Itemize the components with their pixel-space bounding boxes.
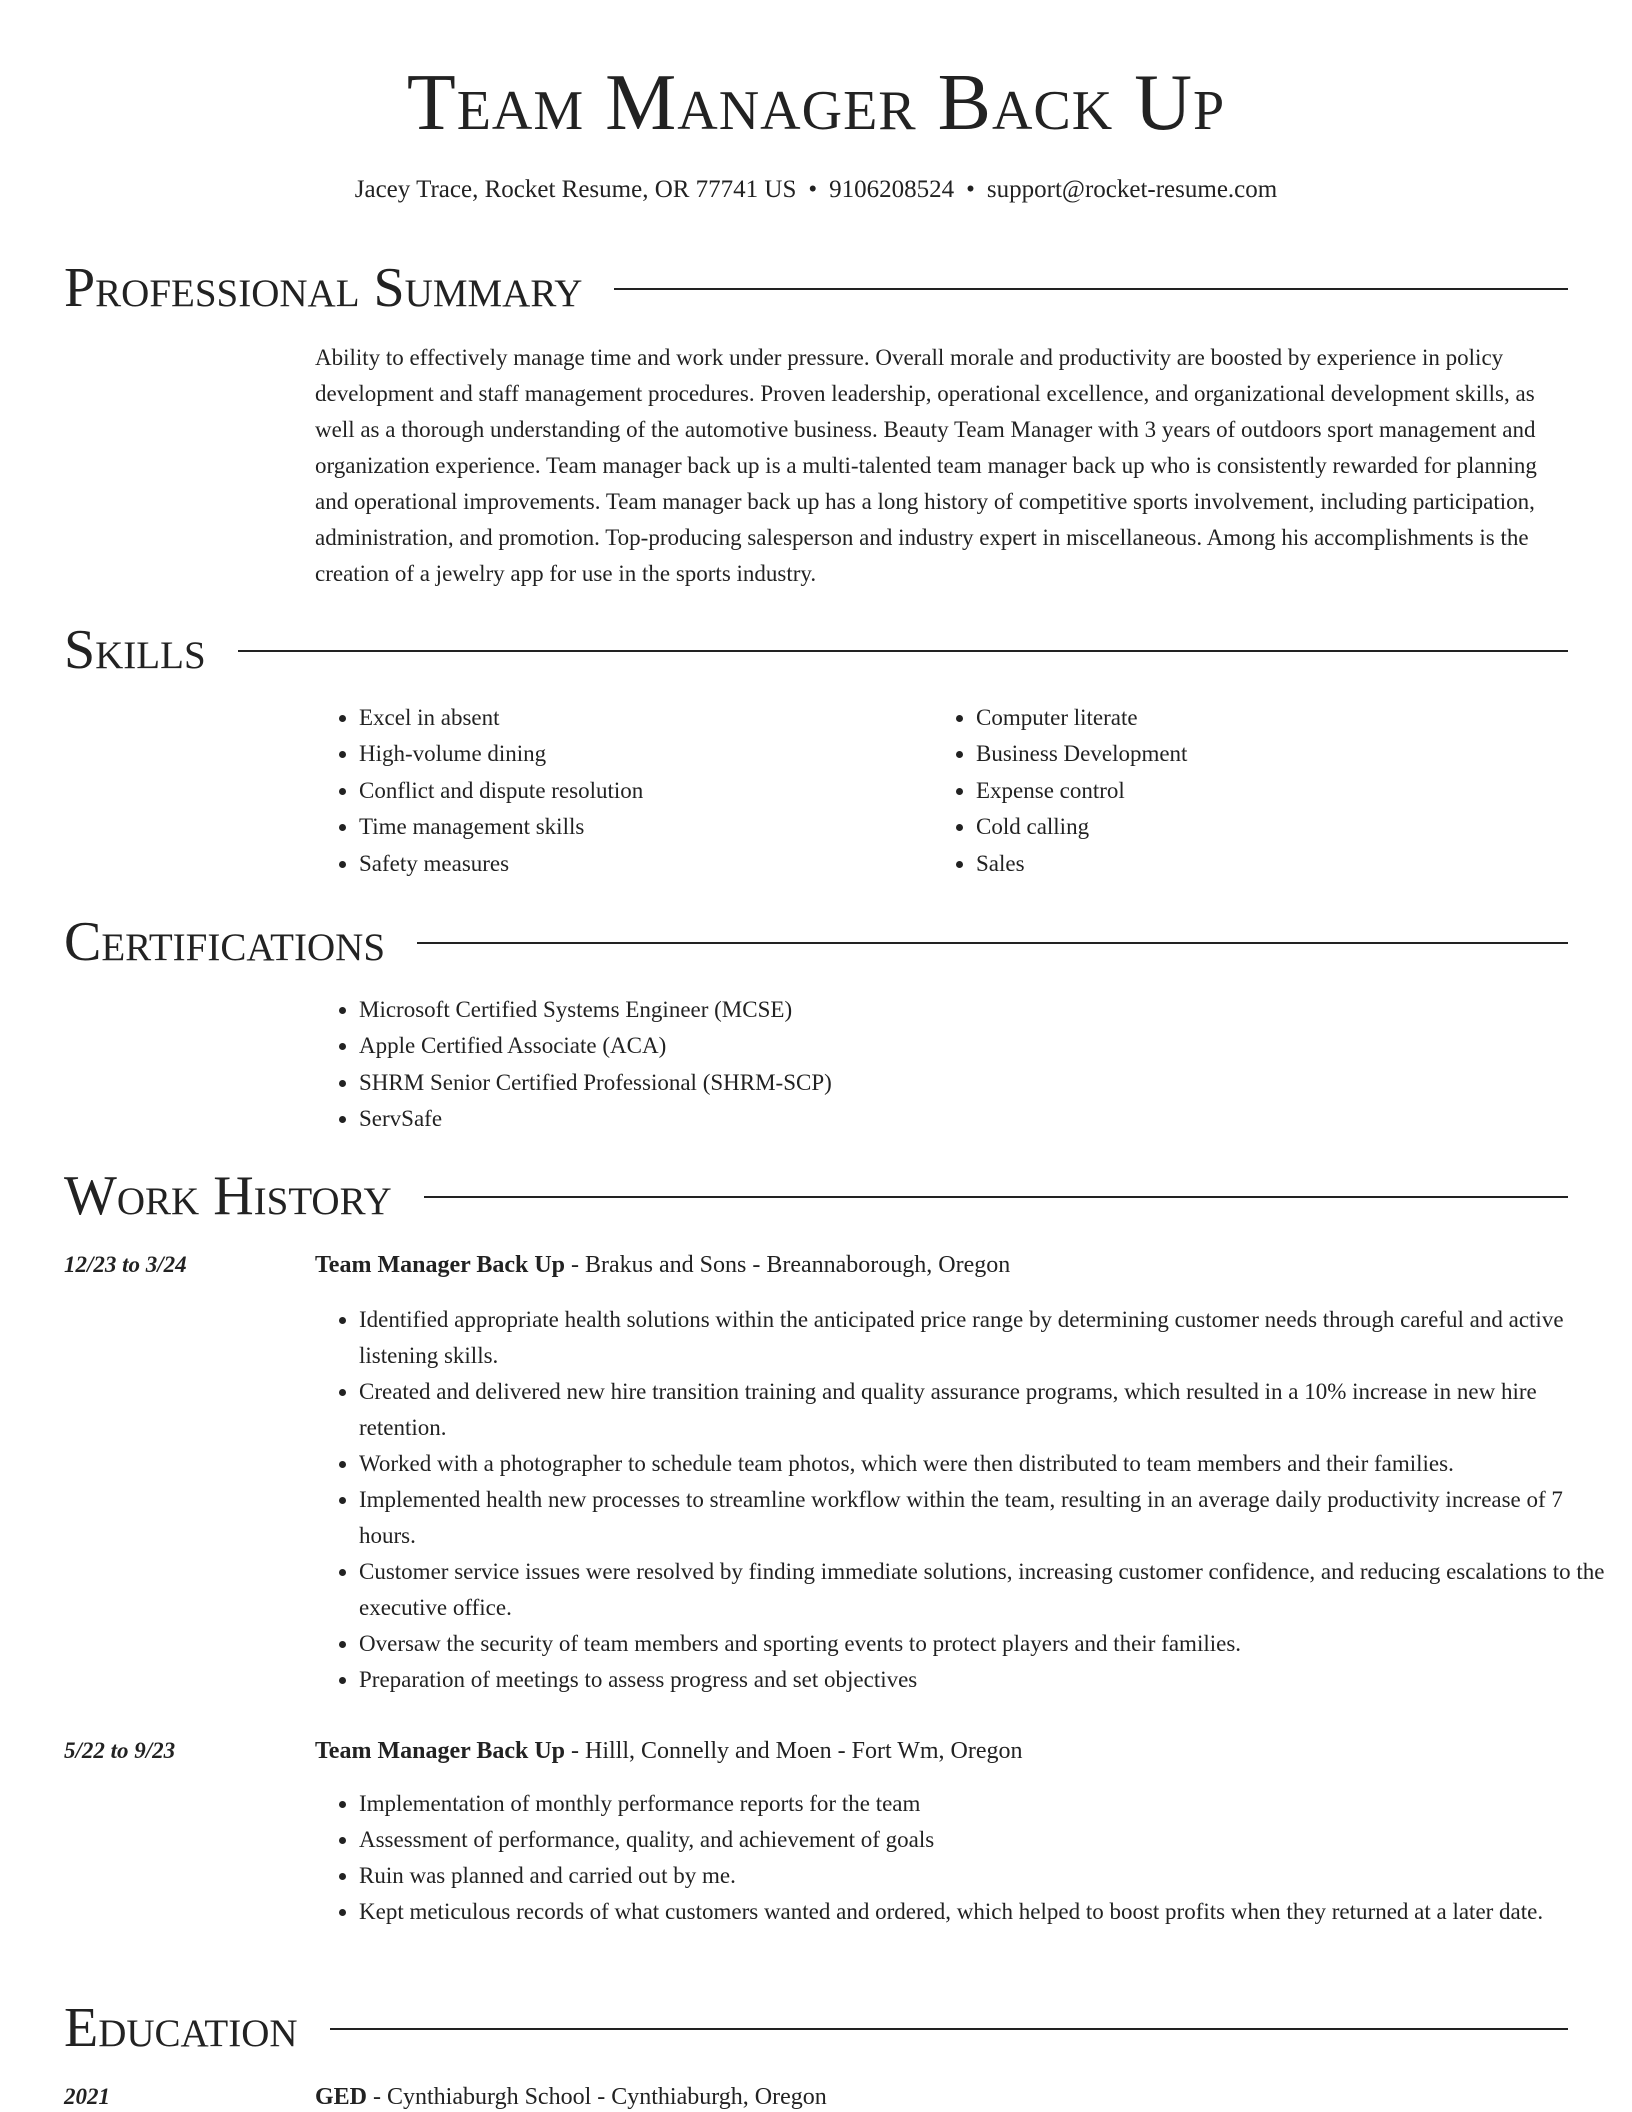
job-bullets (315, 1786, 1615, 1930)
contact-address: Jacey Trace, Rocket Resume, OR 77741 US (354, 176, 797, 203)
job-bullet: • Ruin was planned and carried out by me. (359, 1858, 1615, 1894)
skill-item: • Computer literate (976, 700, 1536, 736)
summary-text: Ability to effectively manage time and work under pressure. Overall morale and productivity are boosted by experience in policy development and staff management procedures. Proven leadership, operational excellence, and organizational development skills, as well as a thorough understanding of the automotive business. Beauty Team Manager with 3 years of outdoors sport management and organization experience. Team manager back up is a multi-talented team manager back up who is consistently rewarded for planning and operational improvements. Team manager back up has a long history of competitive sports involvement, including participation, administration, and promotion. Top-producing salesperson and industry expert in miscellaneous. Among his accomplishments is the creation of a jewelry app for use in the sports industry. (315, 345, 1537, 586)
section-divider (417, 942, 1568, 944)
skills-section-header (64, 618, 1568, 682)
certification-item: • ServSafe (359, 1101, 1359, 1137)
skill-item: • Cold calling (976, 809, 1536, 845)
summary-section-header (64, 256, 1568, 320)
section-divider (424, 1196, 1568, 1198)
section-divider (330, 2028, 1568, 2030)
skill-item: • Safety measures (359, 846, 919, 882)
contact-separator: • (808, 176, 818, 203)
contact-line (0, 175, 1632, 205)
job-bullets (315, 1302, 1615, 1698)
skill-item: • High-volume dining (359, 736, 919, 772)
certifications-section-title: Certifications (64, 911, 386, 973)
job-dates: 5/22 to 9/23 (64, 1738, 176, 1763)
skills-section-title: Skills (64, 619, 206, 681)
job-title-line (315, 1250, 1010, 1280)
job-dates: 12/23 to 3/24 (64, 1252, 187, 1277)
section-divider (614, 288, 1568, 290)
job-bullet: • Implementation of monthly performance reports for the team (359, 1786, 1615, 1822)
job-bullet: • Customer service issues were resolved by finding immediate solutions, increasing customer confidence, and reducing escalations to the executive office. (359, 1554, 1615, 1626)
job-bullet: • Worked with a photographer to schedule team photos, which were then distributed to team members and their families. (359, 1446, 1615, 1482)
skill-item: • Time management skills (359, 809, 919, 845)
skill-item: • Expense control (976, 773, 1536, 809)
candidate-name: Team Manager Back Up (406, 59, 1226, 147)
job-role: Team Manager Back Up (315, 1738, 566, 1764)
job-bullet: • Created and delivered new hire transition training and quality assurance programs, which resulted in a 10% increase in new hire retention. (359, 1374, 1615, 1446)
job-bullet: • Kept meticulous records of what customers wanted and ordered, which helped to boost profits when they returned at a later date. (359, 1894, 1615, 1930)
summary-section-title: Professional Summary (64, 257, 583, 319)
education-section-header (64, 1996, 1568, 2060)
job-title-line (315, 1736, 1023, 1766)
skills-list-left (315, 700, 919, 882)
work-section-header (64, 1164, 1568, 1228)
contact-separator: • (966, 176, 975, 203)
contact-phone[interactable]: 9106208524 (829, 176, 955, 203)
job-bullet: • Preparation of meetings to assess progress and set objectives (359, 1662, 1615, 1698)
certification-item: • SHRM Senior Certified Professional (SHRM-SCP) (359, 1065, 1359, 1101)
certifications-list (315, 992, 1359, 1138)
education-school: - Cynthiaburgh School - Cynthiaburgh, Oregon (367, 2084, 827, 2110)
skills-list-right (932, 700, 1536, 882)
contact-email[interactable]: support@rocket-resume.com (986, 176, 1278, 203)
education-line (315, 2082, 827, 2112)
job-bullet: • Assessment of performance, quality, and achievement of goals (359, 1822, 1615, 1858)
skill-item: • Conflict and dispute resolution (359, 773, 919, 809)
work-section-title: Work History (64, 1165, 392, 1227)
skill-item: • Business Development (976, 736, 1536, 772)
job-bullet: • Oversaw the security of team members and sporting events to protect players and their families. (359, 1626, 1615, 1662)
education-degree: GED (315, 2084, 368, 2110)
certification-item: • Apple Certified Associate (ACA) (359, 1028, 1359, 1064)
certification-item: • Microsoft Certified Systems Engineer (MCSE) (359, 992, 1359, 1028)
section-divider (238, 650, 1568, 652)
job-bullet: • Identified appropriate health solutions within the anticipated price range by determining customer needs through careful and active listening skills. (359, 1302, 1615, 1374)
job-role: Team Manager Back Up (315, 1252, 566, 1278)
job-employer: - Brakus and Sons - Breannaborough, Oregon (565, 1252, 1011, 1278)
skill-item: • Sales (976, 846, 1536, 882)
certifications-section-header (64, 910, 1568, 974)
skill-item: • Excel in absent (359, 700, 919, 736)
education-section-title: Education (64, 1997, 298, 2059)
job-bullet: • Implemented health new processes to streamline workflow within the team, resulting in an average daily productivity increase of 7 hours. (359, 1482, 1615, 1554)
education-year: 2021 (64, 2084, 110, 2109)
job-employer: - Hilll, Connelly and Moen - Fort Wm, Oregon (565, 1738, 1023, 1764)
